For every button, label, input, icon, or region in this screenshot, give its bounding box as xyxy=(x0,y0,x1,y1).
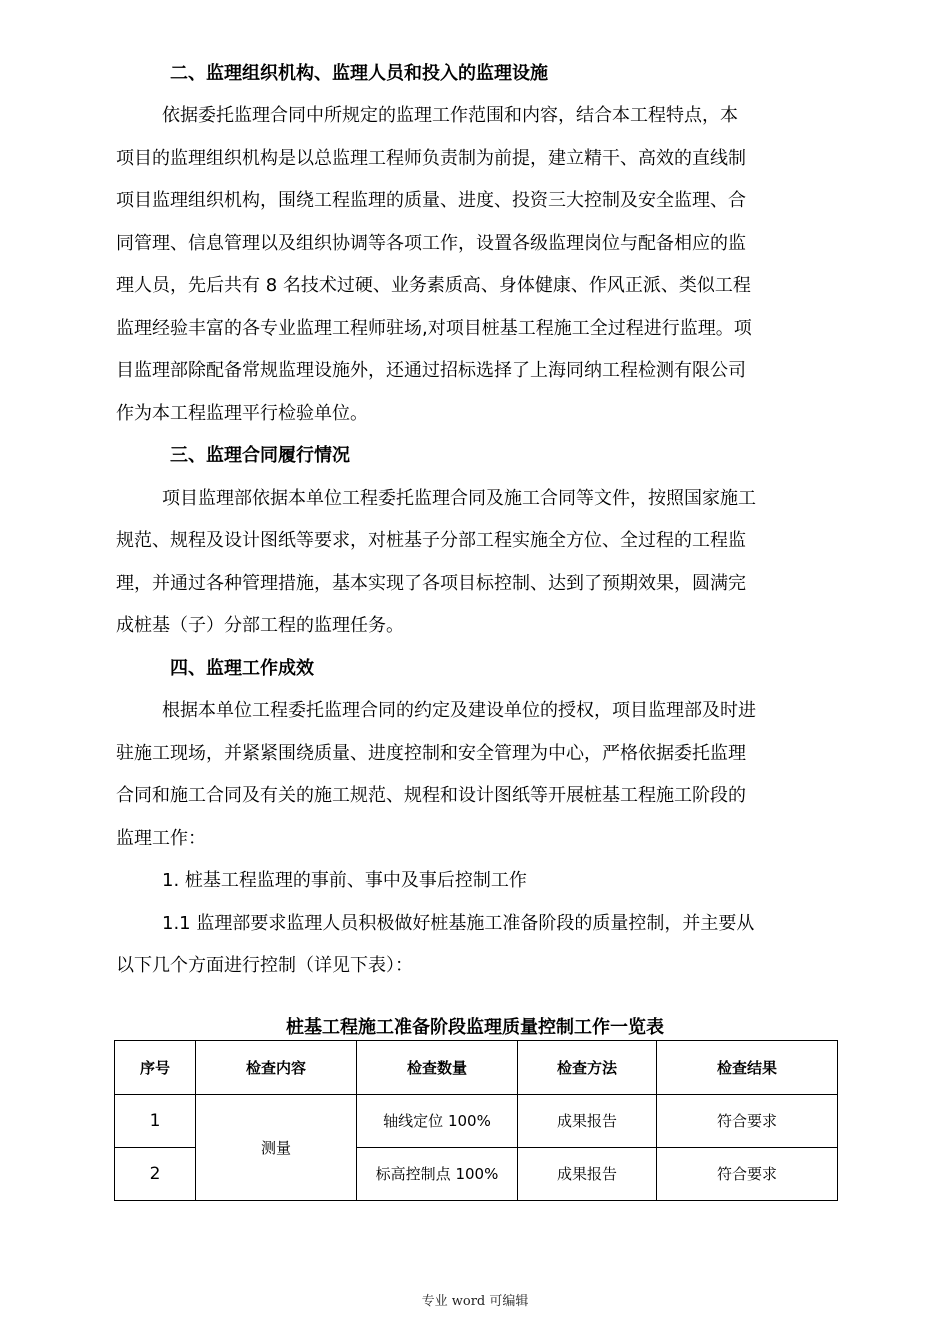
cell-no: 2 xyxy=(115,1148,196,1201)
paragraph-line: 1.1 监理部要求监理人员积极做好桩基施工准备阶段的质量控制，并主要从 xyxy=(162,913,755,934)
paragraph-line: 作为本工程监理平行检验单位。 xyxy=(116,403,368,424)
paragraph-line: 依据委托监理合同中所规定的监理工作范围和内容，结合本工程特点，本 xyxy=(162,105,738,126)
header-method: 检查方法 xyxy=(518,1041,657,1095)
header-no: 序号 xyxy=(115,1041,196,1095)
paragraph-line: 同管理、信息管理以及组织协调等各项工作，设置各级监理岗位与配备相应的监 xyxy=(116,233,746,254)
paragraph-line: 驻施工现场，并紧紧围绕质量、进度控制和安全管理为中心，严格依据委托监理 xyxy=(116,743,746,764)
list-item-1: 1. 桩基工程监理的事前、事中及事后控制工作 xyxy=(162,870,527,891)
header-quantity: 检查数量 xyxy=(357,1041,518,1095)
section-heading-3: 三、监理合同履行情况 xyxy=(170,445,350,466)
header-result: 检查结果 xyxy=(657,1041,838,1095)
paragraph-line: 以下几个方面进行控制（详见下表）： xyxy=(116,955,413,976)
paragraph-line: 理，并通过各种管理措施，基本实现了各项目标控制、达到了预期效果，圆满完 xyxy=(116,573,746,594)
paragraph-line: 项目的监理组织机构是以总监理工程师负责制为前提，建立精干、高效的直线制 xyxy=(116,148,746,169)
paragraph-line: 监理经验丰富的各专业监理工程师驻场,对项目桩基工程施工全过程进行监理。项 xyxy=(116,318,752,339)
cell-result: 符合要求 xyxy=(657,1148,838,1201)
cell-no: 1 xyxy=(115,1095,196,1148)
paragraph-line: 规范、规程及设计图纸等要求，对桩基子分部工程实施全方位、全过程的工程监 xyxy=(116,530,746,551)
table-header-row xyxy=(115,1041,838,1095)
table-row xyxy=(115,1095,838,1148)
cell-result: 符合要求 xyxy=(657,1095,838,1148)
section-heading-2: 二、监理组织机构、监理人员和投入的监理设施 xyxy=(170,63,548,84)
cell-quantity: 轴线定位 100% xyxy=(357,1095,518,1148)
cell-method: 成果报告 xyxy=(518,1095,657,1148)
paragraph-line: 项目监理组织机构，围绕工程监理的质量、进度、投资三大控制及安全监理、合 xyxy=(116,190,746,211)
paragraph-line: 理人员，先后共有 8 名技术过硬、业务素质高、身体健康、作风正派、类似工程 xyxy=(116,275,751,296)
cell-method: 成果报告 xyxy=(518,1148,657,1201)
paragraph-line: 根据本单位工程委托监理合同的约定及建设单位的授权，项目监理部及时进 xyxy=(162,700,756,721)
quality-control-table xyxy=(114,1040,838,1201)
paragraph-line: 监理工作： xyxy=(116,828,206,849)
paragraph-line: 目监理部除配备常规监理设施外，还通过招标选择了上海同纳工程检测有限公司 xyxy=(116,360,746,381)
paragraph-line: 成桩基（子）分部工程的监理任务。 xyxy=(116,615,404,636)
cell-content: 测量 xyxy=(196,1095,357,1201)
table-title: 桩基工程施工准备阶段监理质量控制工作一览表 xyxy=(286,1017,664,1038)
paragraph-line: 合同和施工合同及有关的施工规范、规程和设计图纸等开展桩基工程施工阶段的 xyxy=(116,785,746,806)
header-content: 检查内容 xyxy=(196,1041,357,1095)
page-footer: 专业 word 可编辑 xyxy=(421,1294,529,1309)
cell-quantity: 标高控制点 100% xyxy=(357,1148,518,1201)
section-heading-4: 四、监理工作成效 xyxy=(170,658,314,679)
paragraph-line: 项目监理部依据本单位工程委托监理合同及施工合同等文件，按照国家施工 xyxy=(162,488,756,509)
